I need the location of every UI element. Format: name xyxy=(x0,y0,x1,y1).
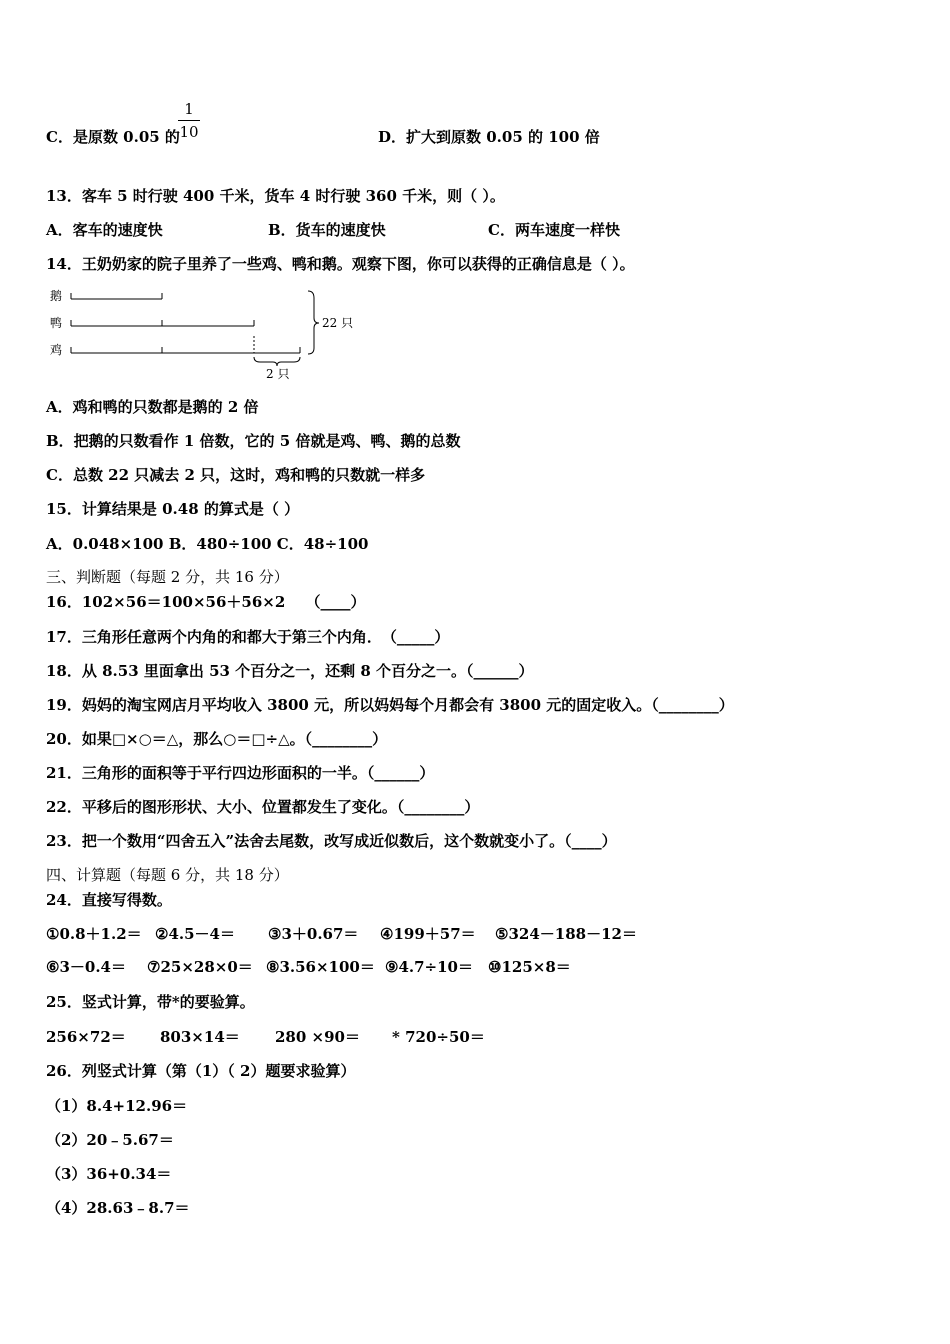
q24-item: ③3＋0.67＝ xyxy=(268,925,359,943)
q26-item: （4）28.63﹣8.7＝ xyxy=(46,1199,190,1217)
q20: 20．如果□×○＝△，那么○＝□÷△。（________） xyxy=(46,730,388,748)
q18: 18．从 8.53 里面拿出 53 个百分之一，还剩 8 个百分之一。（______） xyxy=(46,662,534,680)
fraction-denominator: 10 xyxy=(179,123,199,141)
chicken-segment xyxy=(71,336,300,353)
extra-brace xyxy=(254,357,300,366)
q24-item: ⑤324－188－12＝ xyxy=(495,925,637,943)
q26-stem: 26．列竖式计算（第（1）（ 2）题要求验算） xyxy=(46,1062,356,1080)
diagram-label-chicken: 鸡 xyxy=(50,343,63,357)
q23: 23．把一个数用“四舍五入”法舍去尾数，改写成近似数后，这个数就变小了。（____） xyxy=(46,832,617,850)
q24-stem: 24．直接写得数。 xyxy=(46,891,172,909)
q13-stem: 13．客车 5 时行驶 400 千米，货车 4 时行驶 360 千米，则（ ）。 xyxy=(46,187,505,205)
q24-item: ⑦25×28×0＝ xyxy=(147,958,253,976)
q13-option-a: A．客车的速度快 xyxy=(46,221,163,239)
q26-item: （3）36+0.34＝ xyxy=(46,1165,172,1183)
q25-item: 256×72＝ xyxy=(46,1028,126,1046)
q12-option-c: C．是原数 0.05 的 xyxy=(46,128,180,146)
q13-option-c: C．两车速度一样快 xyxy=(488,221,620,239)
q26-item: （1）8.4+12.96＝ xyxy=(46,1097,188,1115)
q24-item: ②4.5－4＝ xyxy=(155,925,235,943)
diagram-label-duck: 鸭 xyxy=(50,316,63,330)
q12-option-c-fraction xyxy=(178,100,200,141)
duck-segment xyxy=(71,320,254,326)
q14-option-b: B．把鹅的只数看作 1 倍数，它的 5 倍就是鸡、鸭、鹅的总数 xyxy=(46,432,461,450)
q24-item: ④199＋57＝ xyxy=(380,925,476,943)
q25-item: 280 ×90＝ xyxy=(275,1028,360,1046)
q24-item: ①0.8＋1.2＝ xyxy=(46,925,142,943)
q26-item: （2）20﹣5.67＝ xyxy=(46,1131,174,1149)
q13-option-b: B．货车的速度快 xyxy=(268,221,386,239)
q21: 21．三角形的面积等于平行四边形面积的一半。（______） xyxy=(46,764,435,782)
q19: 19．妈妈的淘宝网店月平均收入 3800 元，所以妈妈每个月都会有 3800 元的固定收入。（________） xyxy=(46,696,734,714)
diagram-total-label: 22 只 xyxy=(322,316,354,330)
q12-option-d: D．扩大到原数 0.05 的 100 倍 xyxy=(378,128,600,146)
diagram-label-goose: 鹅 xyxy=(50,289,63,303)
total-brace xyxy=(308,291,319,354)
q14-stem: 14．王奶奶家的院子里养了一些鸡、鸭和鹅。观察下图，你可以获得的正确信息是（ ）。 xyxy=(46,255,635,273)
q24-item: ⑨4.7÷10＝ xyxy=(385,958,473,976)
q24-item: ⑧3.56×100＝ xyxy=(266,958,375,976)
fraction-bar xyxy=(178,120,200,121)
section-3-title: 三、判断题（每题 2 分，共 16 分） xyxy=(46,568,289,586)
q14-line-diagram xyxy=(46,284,366,384)
section-4-title: 四、计算题（每题 6 分，共 18 分） xyxy=(46,866,289,884)
goose-segment xyxy=(71,293,162,299)
diagram-extra-label: 2 只 xyxy=(266,367,290,381)
fraction-numerator: 1 xyxy=(184,100,194,118)
q25-item: * 720÷50＝ xyxy=(392,1028,485,1046)
q15-options: A．0.048×100 B．480÷100 C．48÷100 xyxy=(46,535,369,553)
q15-stem: 15．计算结果是 0.48 的算式是（ ） xyxy=(46,500,300,518)
q25-stem: 25．竖式计算，带*的要验算。 xyxy=(46,993,255,1011)
q16: 16．102×56＝100×56＋56×2 （____） xyxy=(46,593,366,611)
q14-option-c: C．总数 22 只减去 2 只，这时，鸡和鸭的只数就一样多 xyxy=(46,466,426,484)
q17: 17．三角形任意两个内角的和都大于第三个内角． （_____） xyxy=(46,628,450,646)
q25-item: 803×14＝ xyxy=(160,1028,240,1046)
q24-item: ⑥3－0.4＝ xyxy=(46,958,126,976)
q22: 22．平移后的图形形状、大小、位置都发生了变化。（________） xyxy=(46,798,480,816)
q14-option-a: A．鸡和鸭的只数都是鹅的 2 倍 xyxy=(46,398,259,416)
q24-item: ⑩125×8＝ xyxy=(488,958,571,976)
